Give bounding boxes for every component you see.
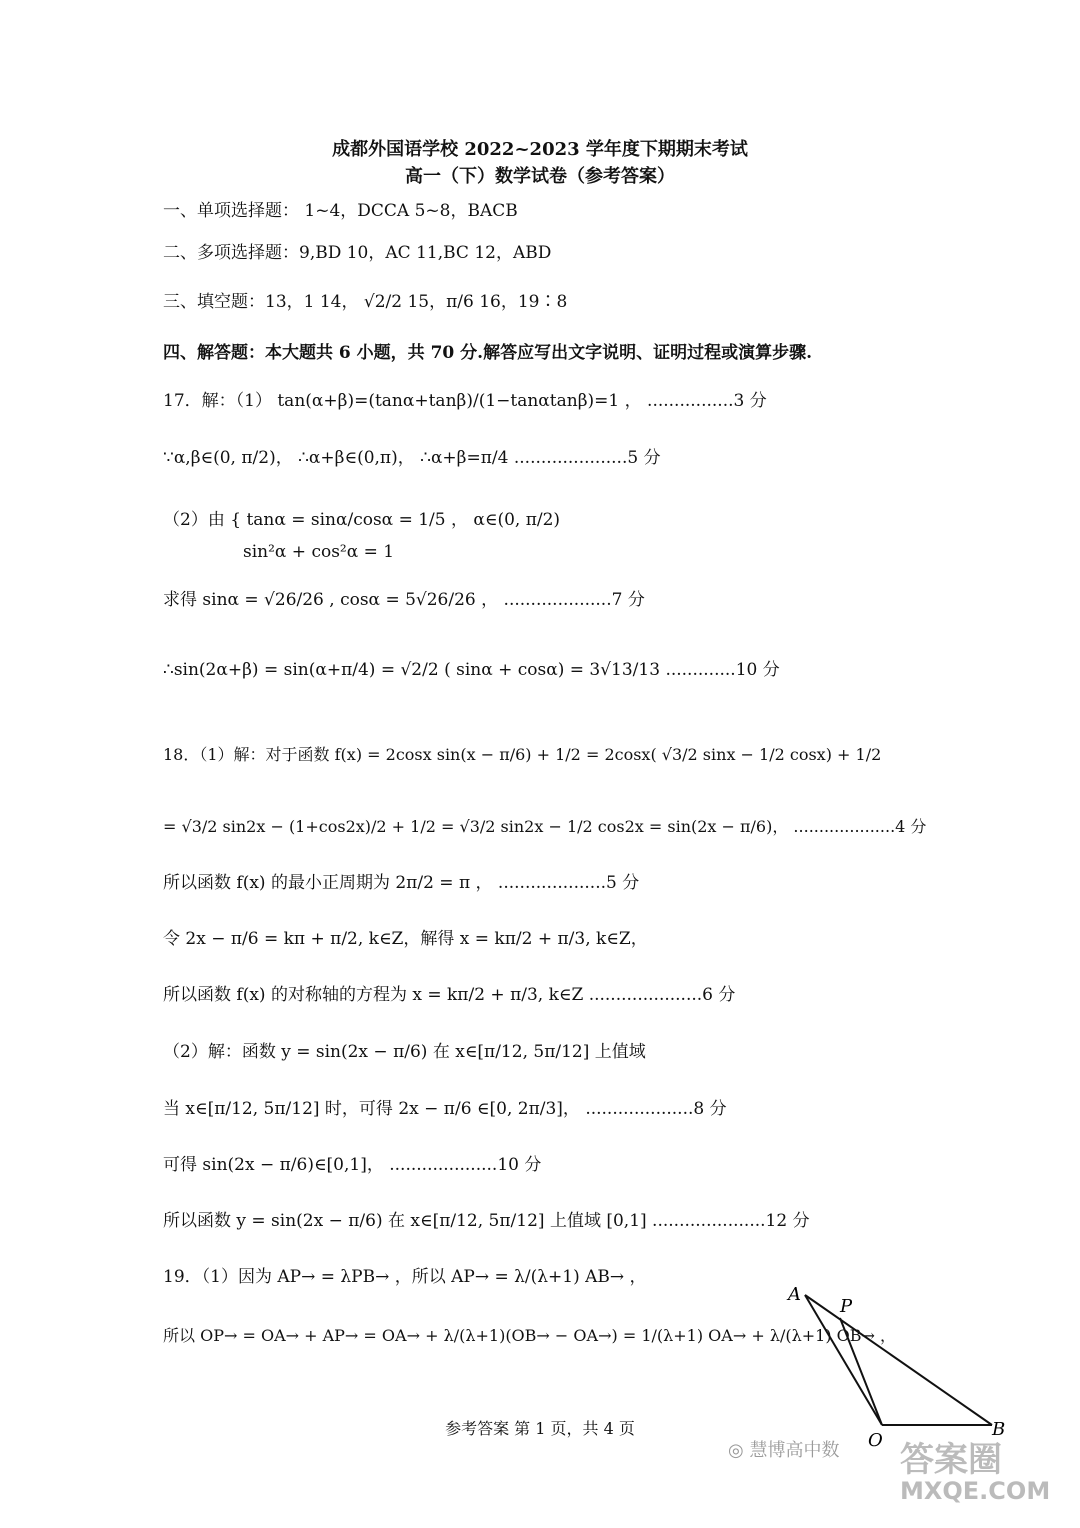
q18-line8: 可得 sin(2x − π/6)∈[0,1]， ....................10 分 <box>163 1155 542 1175</box>
section-fill-blank: 三、填空题：13，1 14， √2/2 15，π/6 16，19∶8 <box>163 292 568 312</box>
q17-line4: 求得 sinα = √26/26 , cosα = 5√26/26 ， ....................7 分 <box>163 590 645 610</box>
q18-line5: 所以函数 f(x) 的对称轴的方程为 x = kπ/2 + π/3, k∈Z .....................6 分 <box>163 985 736 1005</box>
exam-title: 成都外国语学校 2022~2023 学年度下期期末考试 <box>332 139 748 160</box>
section-solutions: 四、解答题：本大题共 6 小题，共 70 分.解答应写出文字说明、证明过程或演算步骤. <box>163 343 812 363</box>
q18-line3: 所以函数 f(x) 的最小正周期为 2π/2 = π ， ....................5 分 <box>163 873 640 893</box>
logo-text: 答案圈 <box>900 1440 1002 1480</box>
q18-line6: （2）解：函数 y = sin(2x − π/6) 在 x∈[π/12, 5π/12] 上值域 <box>163 1042 646 1062</box>
label-A: A <box>788 1284 801 1305</box>
q17-line3b: sin²α + cos²α = 1 <box>243 542 395 562</box>
edge-AB <box>805 1295 992 1425</box>
q17-line1: 17．解：（1） tan(α+β)=(tanα+tanβ)/(1−tanαtanβ)=1 ， ................3 分 <box>163 391 767 411</box>
page-footer: 参考答案 第 1 页，共 4 页 <box>445 1419 635 1438</box>
q18-line2: = √3/2 sin2x − (1+cos2x)/2 + 1/2 = √3/2 sin2x − 1/2 cos2x = sin(2x − π/6)， ....................4 分 <box>163 817 927 836</box>
q17-line2: ∵α,β∈(0, π/2)， ∴α+β∈(0,π)， ∴α+β=π/4 .....................5 分 <box>163 448 661 468</box>
wechat-icon: ◎ <box>728 1440 744 1461</box>
q17-line5: ∴sin(2α+β) = sin(α+π/4) = √2/2 ( sinα + cosα) = 3√13/13 .............10 分 <box>163 660 780 680</box>
q18-line4: 令 2x − π/6 = kπ + π/2, k∈Z，解得 x = kπ/2 + π/3, k∈Z， <box>163 929 648 949</box>
q18-line1: 18．（1）解：对于函数 f(x) = 2cosx sin(x − π/6) + 1/2 = 2cosx( √3/2 sinx − 1/2 cosx) + 1/2 <box>163 745 882 764</box>
logo-url: MXQE.COM <box>900 1477 1051 1505</box>
exam-subtitle: 高一（下）数学试卷（参考答案） <box>405 166 675 187</box>
label-P: P <box>840 1296 853 1317</box>
q19-line1: 19．（1）因为 AP→ = λPB→ ，所以 AP→ = λ/(λ+1) AB→ ， <box>163 1267 647 1287</box>
q18-line7: 当 x∈[π/12, 5π/12] 时，可得 2x − π/6 ∈[0, 2π/3]， ....................8 分 <box>163 1099 727 1119</box>
label-O: O <box>868 1430 883 1450</box>
q19-line2: 所以 OP→ = OA→ + AP→ = OA→ + λ/(λ+1)(OB→ − OA→) = 1/(λ+1) OA→ + λ/(λ+1) OB→ ， <box>163 1326 897 1345</box>
section-multi-choice: 二、多项选择题：9,BD 10，AC 11,BC 12，ABD <box>163 243 552 263</box>
section-single-choice: 一、单项选择题： 1~4，DCCA 5~8，BACB <box>163 201 518 221</box>
q18-line9: 所以函数 y = sin(2x − π/6) 在 x∈[π/12, 5π/12] 上值域 [0,1] .....................12 分 <box>163 1211 810 1231</box>
q17-line3: （2）由 { tanα = sinα/cosα = 1/5 ， α∈(0, π/2) <box>163 510 561 530</box>
watermark-text: ◎ 慧博高中数 <box>728 1440 840 1461</box>
watermark-logo <box>900 1432 1050 1505</box>
label-B: B <box>992 1419 1006 1440</box>
